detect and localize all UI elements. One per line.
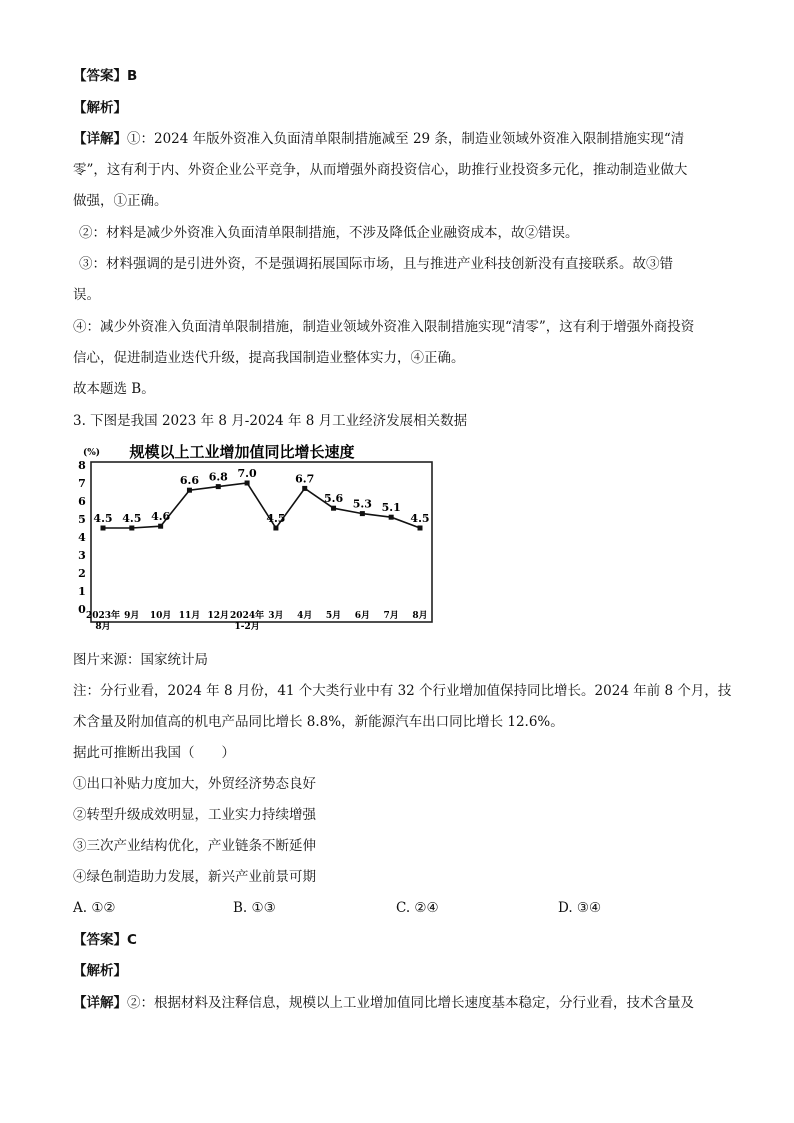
y-tick-label: 8 <box>78 459 86 472</box>
q3-note-b: 术含量及附加值高的机电产品同比增长 8.8%，新能源汽车出口同比增长 12.6%。 <box>73 714 564 730</box>
x-tick-label: 10月 <box>149 611 172 621</box>
data-point <box>389 515 394 520</box>
option-a[interactable]: A. ①② <box>73 900 116 916</box>
q3-note-a: 注：分行业看，2024 年 8 月份，41 个大类行业中有 32 个行业增加值保持同比增长。2024 年前 8 个月，技 <box>73 683 732 699</box>
data-label: 6.8 <box>208 470 228 484</box>
x-tick-label: 3月 <box>268 611 284 621</box>
q2-detail-line-1 <box>73 129 684 149</box>
data-point <box>418 526 423 531</box>
q2-detail-label: 【详解】 <box>73 131 127 147</box>
data-point <box>331 506 336 511</box>
x-tick-label: 2023年 <box>85 611 121 621</box>
data-point <box>101 526 106 531</box>
y-tick-label: 7 <box>78 477 86 490</box>
x-tick-label: 8月 <box>412 611 428 621</box>
q3-analysis-label: 【解析】 <box>73 963 127 979</box>
q2-p1c: 做强，①正确。 <box>73 193 168 209</box>
q2-p1b: 零”，这有利于内、外资企业公平竞争，从而增强外商投资信心，助推行业投资多元化，推动制造业做大 <box>73 162 688 178</box>
q2-p2: ②：材料是减少外资准入负面清单限制措施，不涉及降低企业融资成本，故②错误。 <box>79 225 579 241</box>
x-tick-label: 9月 <box>124 611 140 621</box>
data-label: 6.7 <box>295 472 315 486</box>
industrial-growth-chart <box>70 437 440 645</box>
statement-1: ①出口补贴力度加大，外贸经济势态良好 <box>73 776 316 792</box>
q2-p3a: ③：材料强调的是引进外资，不是强调拓展国际市场，且与推进产业科技创新没有直接联系。故③错 <box>79 256 673 272</box>
x-tick-label: 2024年 <box>230 611 265 621</box>
q2-conclusion: 故本题选 B。 <box>73 381 155 397</box>
y-tick-label: 3 <box>78 549 86 562</box>
q2-p1a: ①：2024 年版外资准入负面清单限制措施减至 29 条，制造业领域外资准入限制措施实现“清 <box>127 131 685 147</box>
q2-analysis-label: 【解析】 <box>73 100 127 116</box>
data-point <box>158 524 163 529</box>
statement-4: ④绿色制造助力发展，新兴产业前景可期 <box>73 869 316 885</box>
statement-3: ③三次产业结构优化，产业链条不断延伸 <box>73 838 316 854</box>
q2-answer: 【答案】B <box>73 68 138 84</box>
statement-2: ②转型升级成效明显，工业实力持续增强 <box>73 807 316 823</box>
x-tick-label: 11月 <box>178 611 201 621</box>
data-point <box>302 486 307 491</box>
q3-source: 图片来源：国家统计局 <box>73 652 208 668</box>
x-tick-label: 5月 <box>325 611 342 621</box>
q2-p4b: 信心，促进制造业迭代升级，提高我国制造业整体实力，④正确。 <box>73 350 465 366</box>
y-tick-label: 5 <box>78 513 86 526</box>
x-tick-label: 4月 <box>297 611 313 621</box>
data-label: 6.6 <box>179 474 200 488</box>
data-label: 4.5 <box>410 512 430 525</box>
y-tick-label: 1 <box>78 585 86 598</box>
data-point <box>216 484 221 489</box>
x-tick-label: 7月 <box>383 611 399 621</box>
x-tick-label: 6月 <box>354 611 370 621</box>
data-point <box>273 526 278 531</box>
data-point <box>245 481 250 486</box>
data-label: 4.6 <box>151 510 171 524</box>
x-tick-label: 1-2月 <box>234 622 260 632</box>
data-label: 5.3 <box>352 497 372 511</box>
y-axis-label: (%) <box>83 448 101 458</box>
data-label: 7.0 <box>237 467 257 480</box>
q2-p3b: 误。 <box>73 287 100 303</box>
data-label: 5.1 <box>381 501 401 515</box>
plot-frame <box>91 462 432 622</box>
data-label: 4.5 <box>122 512 142 525</box>
option-c[interactable]: C. ②④ <box>396 900 439 916</box>
data-point <box>187 488 192 493</box>
data-point <box>129 526 134 531</box>
option-b[interactable]: B. ①③ <box>233 900 276 916</box>
q3-stem: 3. 下图是我国 2023 年 8 月-2024 年 8 月工业经济发展相关数据 <box>73 413 468 429</box>
data-label: 4.5 <box>266 512 286 525</box>
q3-detail-label: 【详解】 <box>73 995 127 1011</box>
q3-question: 据此可推断出我国（ ） <box>73 745 235 761</box>
option-d[interactable]: D. ③④ <box>558 900 602 916</box>
chart-title: 规模以上工业增加值同比增长速度 <box>129 443 355 461</box>
q3-detail: ②：根据材料及注释信息，规模以上工业增加值同比增长速度基本稳定，分行业看，技术含量及 <box>127 995 694 1011</box>
y-tick-label: 4 <box>78 531 86 544</box>
x-tick-label: 12月 <box>207 611 230 621</box>
y-tick-label: 2 <box>78 567 86 580</box>
data-point <box>360 511 365 516</box>
q2-p4a: ④：减少外资准入负面清单限制措施，制造业领域外资准入限制措施实现“清零”，这有利于增强外商投资 <box>73 319 695 335</box>
q3-detail-line <box>73 993 694 1013</box>
y-tick-label: 6 <box>78 495 86 508</box>
y-tick-label: 0 <box>78 603 86 616</box>
data-label: 5.6 <box>323 492 344 506</box>
data-label: 4.5 <box>93 512 113 525</box>
x-tick-label: 8月 <box>95 622 111 632</box>
q3-answer: 【答案】C <box>73 932 137 948</box>
